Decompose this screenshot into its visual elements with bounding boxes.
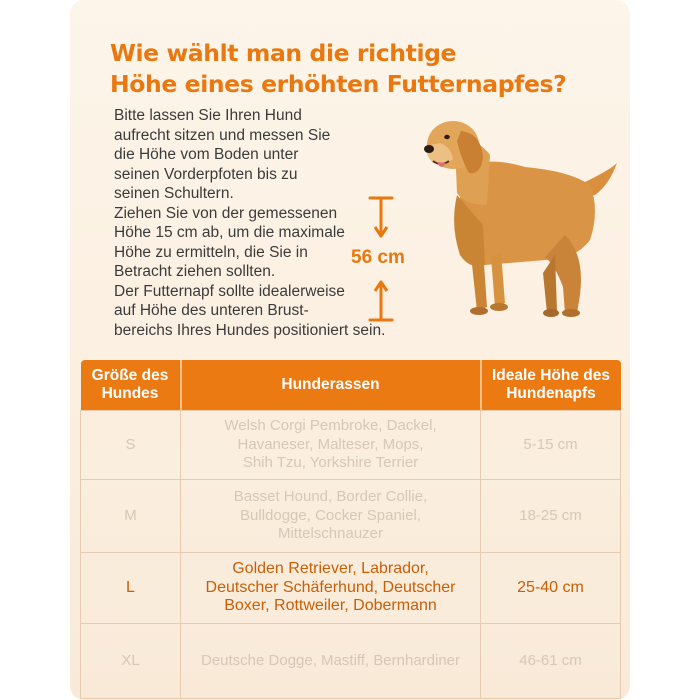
breeds-cell bbox=[181, 624, 481, 699]
height-label: 56 cm bbox=[351, 247, 405, 268]
breed-line: Bulldogge, Cocker Spaniel, bbox=[240, 506, 421, 524]
breed-line: Mittelschnauzer bbox=[277, 525, 384, 543]
size-table bbox=[80, 360, 621, 699]
height-cell: 5-15 cm bbox=[481, 411, 621, 480]
height-cell: 18-25 cm bbox=[481, 480, 621, 553]
instruction-line: aufrecht sitzen und messen Sie bbox=[114, 126, 331, 144]
size-cell: L bbox=[81, 553, 181, 624]
info-card bbox=[70, 0, 630, 700]
breed-line: Boxer, Rottweiler, Dobermann bbox=[224, 597, 437, 615]
table-header-row bbox=[81, 360, 621, 411]
header-size-line: Größe des bbox=[91, 367, 169, 384]
breed-line: Deutsche Dogge, Mastiff, Bernhardiner bbox=[200, 651, 461, 669]
breed-line: Welsh Corgi Pembroke, Dackel, bbox=[224, 417, 437, 435]
instruction-line: die Höhe vom Boden unter bbox=[114, 146, 299, 163]
breed-line: Golden Retriever, Labrador, bbox=[232, 560, 429, 578]
header-breeds-line: Hunderassen bbox=[281, 376, 380, 393]
header-bowl-height bbox=[481, 360, 621, 411]
instruction-line: Höhe zu ermitteln, die Sie in bbox=[114, 243, 308, 261]
breeds-cell bbox=[181, 411, 481, 480]
breeds-cell bbox=[181, 553, 481, 624]
size-cell: S bbox=[81, 411, 181, 480]
size-cell: XL bbox=[81, 624, 181, 699]
breed-line: Shih Tzu, Yorkshire Terrier bbox=[242, 454, 419, 472]
breed-line: Havaneser, Malteser, Mops, bbox=[237, 435, 424, 453]
breed-line: Deutscher Schäferhund, Deutscher bbox=[205, 578, 456, 596]
header-height-line: Hundenapfs bbox=[506, 385, 596, 402]
instruction-line: bereichs Ihres Hundes positioniert sein. bbox=[114, 321, 386, 339]
instruction-line: Der Futternapf sollte idealerweise bbox=[114, 282, 345, 300]
breeds-cell bbox=[181, 480, 481, 553]
size-cell: M bbox=[81, 480, 181, 553]
table-row bbox=[81, 624, 621, 699]
instruction-line: seinen Schultern. bbox=[114, 185, 234, 202]
dog-image bbox=[395, 75, 620, 335]
table-row bbox=[81, 480, 621, 553]
title-line-2: Höhe eines erhöhten Futternapfes? bbox=[110, 70, 567, 98]
instruction-line: seinen Vorderpfoten bis zu bbox=[114, 165, 298, 183]
header-height-line: Ideale Höhe des bbox=[491, 367, 610, 384]
breed-line: Basset Hound, Border Collie, bbox=[233, 488, 428, 506]
header-breeds bbox=[181, 360, 481, 411]
height-cell: 46-61 cm bbox=[481, 624, 621, 699]
title-line-1: Wie wählt man die richtige bbox=[110, 39, 457, 67]
instruction-line: auf Höhe des unteren Brust- bbox=[114, 302, 309, 319]
instruction-line: Höhe 15 cm ab, um die maximale bbox=[114, 224, 345, 241]
instruction-line: Bitte lassen Sie Ihren Hund bbox=[114, 107, 302, 124]
header-size-line: Hundes bbox=[101, 385, 159, 402]
instruction-line: Betracht ziehen sollten. bbox=[114, 263, 276, 280]
table-row bbox=[81, 553, 621, 624]
table-row bbox=[81, 411, 621, 480]
header-size bbox=[81, 360, 181, 411]
instruction-line: Ziehen Sie von der gemessenen bbox=[114, 204, 338, 222]
height-cell: 25-40 cm bbox=[481, 553, 621, 624]
